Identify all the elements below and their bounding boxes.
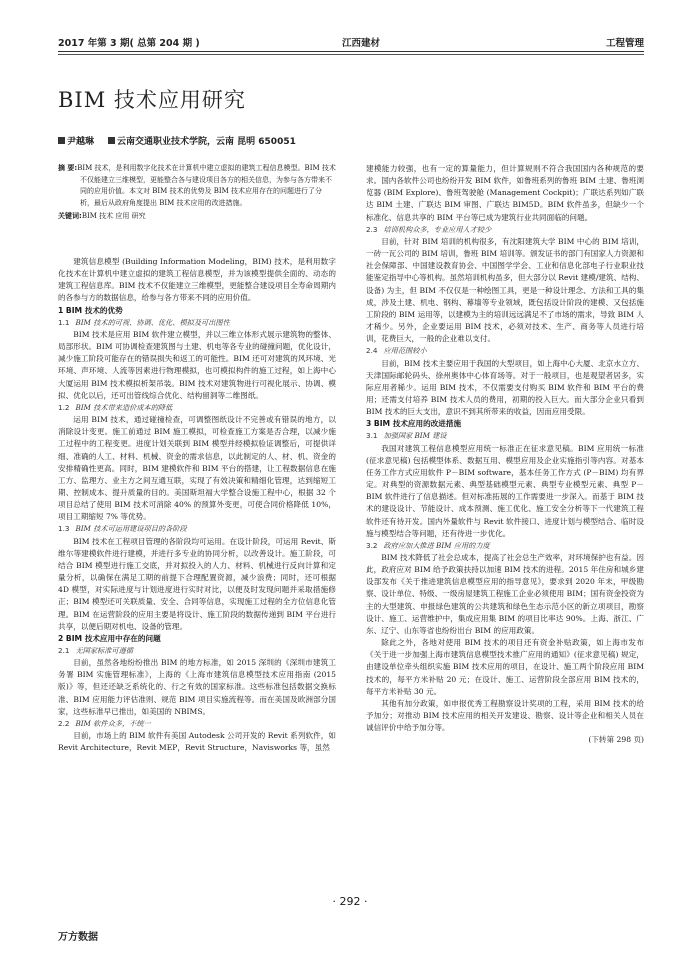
issue-info: 2017 年第 3 期( 总第 204 期 ) [58, 38, 200, 49]
subsection-heading: 3.1 加强国家 BIM 建设 [366, 431, 447, 441]
keywords-text: BIM 技术 应用 研究 [81, 211, 146, 220]
subsection-heading: 1.2 BIM 技术带来造价成本的降低 [58, 402, 173, 412]
author-line [58, 134, 296, 147]
running-header [58, 33, 644, 51]
subsection-heading: 2.3 培训机构众多，专业应用人才较少 [366, 224, 492, 234]
paragraph: 目前，虽然各地纷纷推出 BIM 的地方标准，如 2015 深圳的《深圳市建筑工务署 BIM 实施管理标准》，上海的《上海市建筑信息模型技术应用指南 (2015 版)》等，但还还缺乏系统化的、行之有效的国家标准。这些标准包括数据交换标准、BIM 应用能力评估准则、规范 BIM 项目实施流程等。而在美国及欧洲部分国家，这些标准早已推出，如美国的 NBIMS。 [58, 658, 336, 716]
page-number: · 292 · [332, 895, 368, 908]
abstract-text: BIM 技术，是利用数字化技术在计算机中建立虚拟的建筑工程信息模型。BIM 技术不仅能建立三维模型，更能整合各与建设项目各方的相关信息，为参与各方带来不同的应用价值。本文对 BIM 技术的优势及 BIM 技术应用存在的问题进行了分析，最后从政府角度提出 BIM 技术应用的改进措施。 [77, 164, 336, 208]
paragraph: BIM 技术在工程项目管理的各阶段均可运用。在设计阶段，可运用 Revit、斯维尔等建模软件进行建模，并进行多专业的协同分析，以改善设计。施工阶段，可结合 BIM 模型进行施工交底，并对拟投入的人力、材料、机械进行反向计算和定量分析，以确保在满足工期的前提下合理配置资源，减少浪费；同时，还可根据 4D 模型，对实际进度与计划进度进行实时对比，以便及时发现问题并采取措施修正；BIM 模型还可关联质量、安全、合同等信息，实现施工过程的全方位信息化管理。BIM 在运营阶段的应用主要是将设计、施工阶段的数据传递到 BIM 平台进行共享，以便后期对机电、设备的管理。 [58, 536, 336, 631]
section-heading: 1 BIM 技术的优势 [58, 305, 123, 315]
article-title: BIM 技术应用研究 [58, 88, 246, 112]
header-rule [58, 51, 644, 52]
paragraph: BIM 技术是应用 BIM 软件建立模型，并以三维立体形式展示建筑物的整体、局部形状。BIM 可协调检查建筑图与土建、机电等各专业的碰撞问题，优化设计，减少施工阶段可能存在的错误损失和返工的可能性。BIM 还可对建筑的风环境、光环境、声环境、人流等因素进行物理模拟，也可模拟构件的施工过程，如上海中心大厦运用 BIM 技术模拟析架吊装。BIM 技术对建筑物进行可视化展示、协调、模拟、优化以后，还可出管线综合优化、结构留洞等二维图纸。 [58, 329, 336, 400]
paragraph: 除此之外，各地对使用 BIM 技术的项目还有资金补贴政策，如上海市发布《关于进一步加强上海市建筑信息模型技术推广应用的通知》(征求意见稿) 规定，由建设单位牵头组织实施 BIM 技术应用的项目，在设计、施工两个阶段应用 BIM 技术的，每平方米补贴 20 元；在设计、施工、运营阶段全部应用 BIM 技术的，每平方米补贴 30 元。 [366, 638, 644, 696]
subsection-heading: 2.4 应用范围较小 [366, 346, 427, 356]
subsection-heading: 3.2 政府应加大推进 BIM 应用的力度 [366, 540, 490, 550]
watermark: 万方数据 [58, 932, 98, 943]
abstract-label: 摘 要: [58, 164, 78, 172]
abstract [58, 163, 336, 210]
square-bullet-icon [58, 137, 65, 144]
intro-paragraph: 建筑信息模型 (Building Information Modeling，BIM) 技术，是利用数字化技术在计算机中建立虚拟的建筑工程信息模型，并为该模型提供全面的、动态的建筑工程信息库。BIM 技术不仅能建立三维模型，更能整合建设项目全寿命周期内的各参与方的数据信息，给参与各方带来不同的应用价值。 [58, 257, 336, 303]
abstract-block [58, 163, 336, 223]
author-affiliation: 云南交通职业技术学院，云南 昆明 650051 [117, 137, 296, 147]
author-name: 尹越琳 [67, 137, 95, 147]
keywords [58, 211, 336, 223]
journal-name: 江西建材 [342, 38, 381, 49]
subsection-heading: 2.1 无国家标准可遵循 [58, 646, 133, 655]
paragraph: BIM 技术降低了社会总成本，提高了社会总生产效率，对环境保护也有益。因此，政府应对 BIM 给予政策扶持以加速 BIM 技术的进程。2015 年住房和城乡建设部发布《关于推进建筑信息模型应用的指导意见》，要求到 2020 年末，甲级勘察、设计单位、特级、一级房屋建筑工程施工企业必须使用 BIM；国有资金投资为主的大型建筑、申报绿色建筑的公共建筑和绿色生态示范小区的新立项项目，勘察设计、施工、运营维护中，集成应用集 BIM 的项目比率达 90%。上海、浙江、广东、辽宁、山东等省也纷纷出台 BIM 的应用政策。 [366, 553, 644, 635]
paragraph: 目前，针对 BIM 培训的机构很多，有沈阳建筑大学 BIM 中心的 BIM 培训，一砖一瓦公司的 BIM 培训，鲁班 BIM 培训等。颁发证书的部门有国家人力资源和社会保障部、中国建设教育协会、中国图学学会、工业和信息化部电子行业职业技能鉴定指导中心等机构。虽然培训机构虽多，但大部分以 Revit 建模/建筑、结构、设备) 为主，但 BIM 不仅仅是一种绘图工具，更是一种设计理念、方法和工具的集成，涉及土建、机电、钢构、幕墙等专业领域，既包括设计阶段的建模、又包括施工阶段的 BIM 运用等，以建模为主的培训远远满足不了市场的需求，导致 BIM 人才稀少。另外，企业要运用 BIM 技术，必须对技术、生产、商务等人员进行培训，花费巨大，一般的企业难以支付。 [366, 236, 644, 344]
section-heading: 2 BIM 技术应用中存在的问题 [58, 633, 161, 643]
paragraph-continued: 建模能力较强，也有一定的算量能力，但计算规则不符合我国国内各种规范的要求。国内各软件公司也纷纷开发 BIM 软件，如鲁班系列的鲁班 BIM 土建、鲁班浏览器 (BIM Explore)、鲁班驾驶舱 (Management Cockpit)；广联达系列如广联达 BIM 土建、广联达 BIM 审图、广联达 BIM5D。BIM 软件虽多，但缺少一个标准化、信息共享的 BIM 平台等已成为建筑行业共同面临的问题。 [366, 164, 644, 222]
paragraph: 其他有加分政策，如申报优秀工程勘察设计奖项的工程，采用 BIM 技术的给予加分；对推动 BIM 技术应用的相关开发建设、勘察、设计等企业和相关人员在诚信评价中给予加分等。 [366, 698, 644, 733]
right-column [366, 163, 644, 747]
left-column [58, 256, 336, 754]
subsection-heading: 1.3 BIM 技术可运用建设项目的各阶段 [58, 524, 187, 534]
header-rule-thin [58, 54, 644, 55]
continued-note: (下转第 298 页) [588, 735, 644, 745]
subsection-heading: 1.1 BIM 技术的可视、协调、优化、模拟及可出图性 [58, 317, 230, 327]
paragraph: 我国对建筑工程信息模型应用统一标准正在征求意见稿。BIM 应用统一标准 (征求意见稿) 包括模型体系、数据互用、模型应用及企业实施指引等内容。对基本任务工作方式应用软件 P－BIM software，基本任务工作方式 (P－BIM) 均有界定。对典型的资源数据元素、典型基础模型元素、典型专业模型元素、典型 P－BIM 软件进行了信息描述。但对标准拓展的工作需要进一步深入。而基于 BIM 技术的建设设计、节能设计、成本预测、施工优化、施工安全分析等下一代建筑工程软件还有待开发。国内外量软件与 Revit 软件接口、进度计划与模型结合、临时设施与模型结合等问题，还有待进一步优化。 [366, 443, 644, 538]
square-bullet-icon [108, 137, 115, 144]
section-heading: 3 BIM 技术应用的改进措施 [366, 419, 462, 429]
subsection-heading: 2.2 BIM 软件众多，不统一 [58, 718, 151, 728]
paragraph: 目前，BIM 技术主要应用于我国的大型项目，如上海中心大厦、北京水立方、天津国际邮轮码头、徐州奥体中心体育场等。对于一般项目，也是观望者居多，实际应用者稀少。运用 BIM 技术，不仅需要支付购买 BIM 软件和 BIM 平台的费用；还需支付培养 BIM 技术人员的费用，初期的投入巨大。而大部分企业只看到 BIM 技术的巨大支出，意识不到其所带来的收益，因而应用受限。 [366, 358, 644, 417]
paragraph: 运用 BIM 技术，通过碰撞检查，可调整图纸设计不完善或有错误的地方，以消除设计变更。施工前通过 BIM 施工模拟，可检查施工方案是否合理，以减少施工过程中的工程变更。进度计划关联到 BIM 模型并经模拟验证调整后，可提供详细、准确的人工、材料、机械、资金的需求信息，以此制定的人、材、机、资金的安排精确性更高。同时，BIM 建模软件和 BIM 平台的搭建，让工程数据信息在施工方、监理方、业主方之间互通互联，实现了有效决策和精细化管理，达到缩短工期、控制成本、提升质量的目的。美国斯坦福大学整合设施工程中心，根据 32 个项目总结了使用 BIM 技术可消除 40% 的预算外变更，可使合同价格降低 10%，项目工期缩短 7% 等优势。 [58, 415, 336, 522]
section-name: 工程管理 [605, 38, 644, 49]
keywords-label: 关键词: [58, 211, 82, 220]
paragraph: 目前，市场上的 BIM 软件有美国 Autodesk 公司开发的 Revit 系列软件，如 Revit Architecture，Revit MEP，Revit Structure，Navisworks 等，虽然 [58, 731, 336, 753]
